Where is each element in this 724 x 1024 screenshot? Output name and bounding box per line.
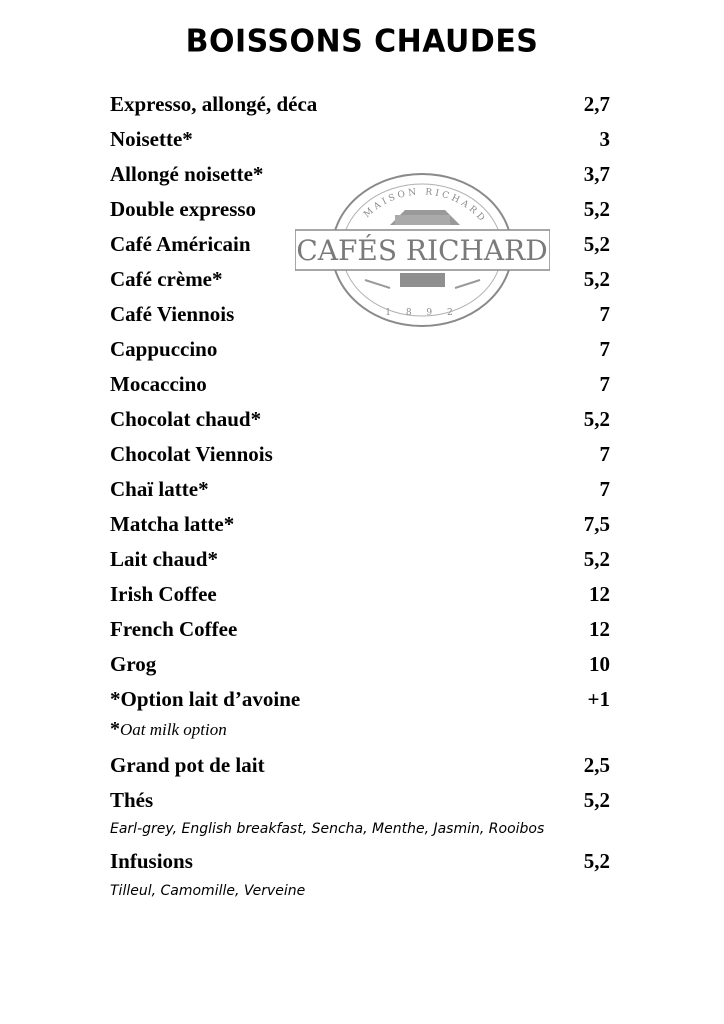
item-price: 5,2 xyxy=(583,232,610,256)
menu-item xyxy=(110,229,610,259)
menu-item xyxy=(110,369,610,399)
item-price: 7,5 xyxy=(583,512,610,536)
item-name: Chaï latte* xyxy=(110,477,209,501)
item-price: 10 xyxy=(589,652,610,676)
item-price: 2,5 xyxy=(583,753,610,777)
menu-item xyxy=(110,439,610,469)
item-name: Mocaccino xyxy=(110,372,207,396)
svg-text:1 8 9 2: 1 8 9 2 xyxy=(385,308,459,318)
item-price: 7 xyxy=(599,442,610,466)
menu-item xyxy=(110,579,610,609)
note-asterisk: * xyxy=(110,718,120,740)
item-price: 5,2 xyxy=(583,547,610,571)
menu-item xyxy=(110,474,610,504)
menu-item xyxy=(110,89,610,119)
oat-milk-note xyxy=(110,718,227,741)
item-name: Infusions xyxy=(110,849,193,873)
menu-item xyxy=(110,750,610,780)
item-price: 5,2 xyxy=(583,849,610,873)
item-name: Café Viennois xyxy=(110,302,235,326)
item-name: Irish Coffee xyxy=(110,582,217,606)
item-name: Café Américain xyxy=(110,232,251,256)
item-price: 5,2 xyxy=(583,197,610,221)
menu-item xyxy=(110,649,610,679)
menu-item xyxy=(110,264,610,294)
menu-item xyxy=(110,846,610,876)
menu-item xyxy=(110,684,610,714)
menu-item xyxy=(110,159,610,189)
item-name: Expresso, allongé, déca xyxy=(110,92,318,116)
svg-text:CAFÉS RICHARD: CAFÉS RICHARD xyxy=(296,234,548,267)
menu-item xyxy=(110,509,610,539)
item-price: 2,7 xyxy=(583,92,610,116)
thes-varieties: Earl-grey, English breakfast, Sencha, Menthe, Jasmin, Rooibos xyxy=(110,821,545,837)
menu-item xyxy=(110,124,610,154)
item-price: 5,2 xyxy=(583,788,610,812)
page-title: BOISSONS CHAUDES xyxy=(185,23,539,60)
item-name: *Option lait d’avoine xyxy=(110,687,301,711)
item-price: 7 xyxy=(599,337,610,361)
item-name: Chocolat chaud* xyxy=(110,407,262,431)
item-price: 3 xyxy=(599,127,610,151)
infusions-varieties: Tilleul, Camomille, Verveine xyxy=(110,883,306,899)
item-price: 3,7 xyxy=(583,162,610,186)
menu-item xyxy=(110,334,610,364)
svg-text:MAISON RICHARD: MAISON RICHARD xyxy=(362,187,489,226)
menu-item xyxy=(110,299,610,329)
item-price: 7 xyxy=(599,477,610,501)
menu-item xyxy=(110,404,610,434)
item-price: 12 xyxy=(589,617,610,641)
note-text: Oat milk option xyxy=(120,720,227,739)
item-price: 12 xyxy=(589,582,610,606)
item-name: Café crème* xyxy=(110,267,223,291)
item-name: Thés xyxy=(110,788,154,812)
item-name: Matcha latte* xyxy=(110,512,235,536)
item-name: Grog xyxy=(110,652,157,676)
item-price: 7 xyxy=(599,372,610,396)
menu-item xyxy=(110,785,610,815)
item-name: Allongé noisette* xyxy=(110,162,264,186)
item-name: Lait chaud* xyxy=(110,547,218,571)
item-name: Double expresso xyxy=(110,197,257,221)
item-name: Chocolat Viennois xyxy=(110,442,273,466)
item-name: Cappuccino xyxy=(110,337,218,361)
menu-item xyxy=(110,194,610,224)
item-name: Grand pot de lait xyxy=(110,753,265,777)
item-price: +1 xyxy=(587,687,610,711)
item-price: 5,2 xyxy=(583,267,610,291)
item-name: French Coffee xyxy=(110,617,238,641)
menu-item xyxy=(110,544,610,574)
menu-item xyxy=(110,614,610,644)
item-price: 7 xyxy=(599,302,610,326)
item-name: Noisette* xyxy=(110,127,193,151)
item-price: 5,2 xyxy=(583,407,610,431)
